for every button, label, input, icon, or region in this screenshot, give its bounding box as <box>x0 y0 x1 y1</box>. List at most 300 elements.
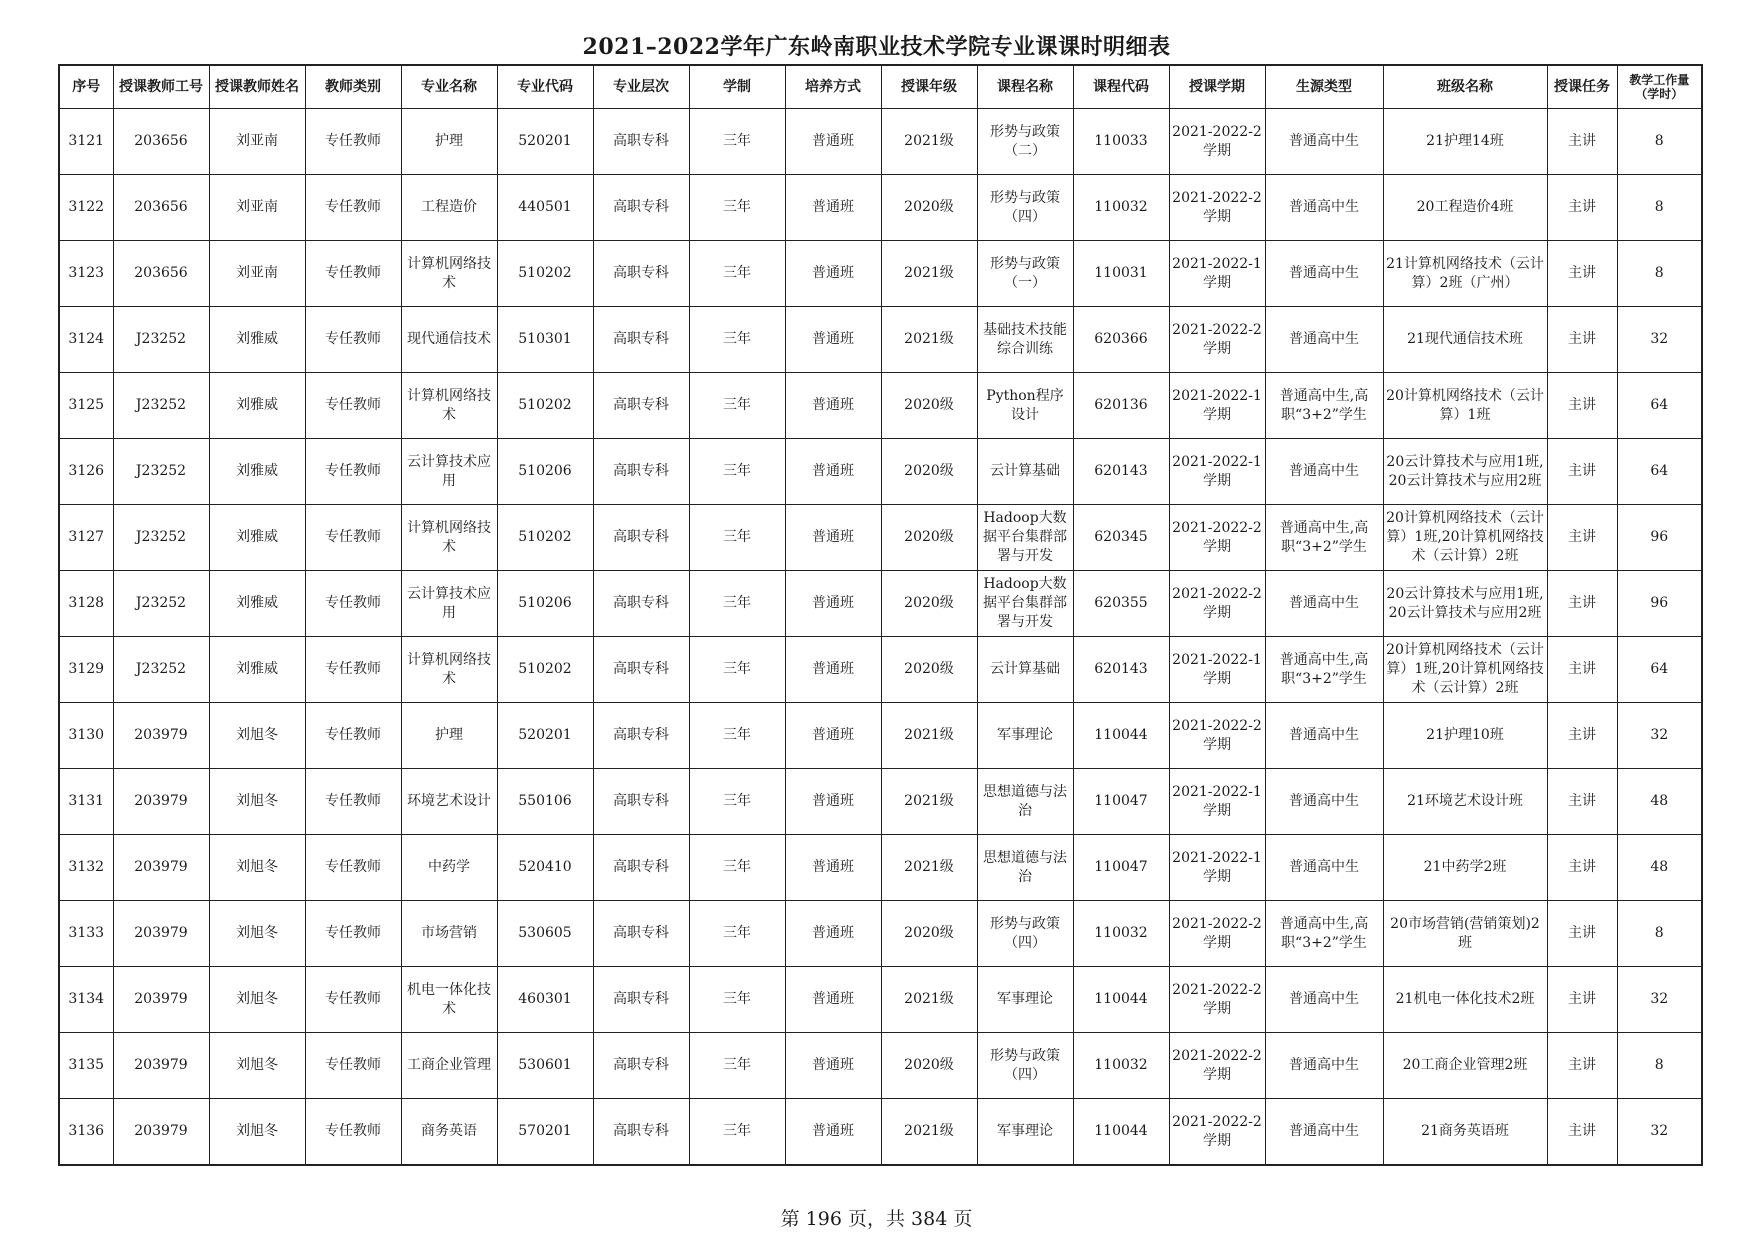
cell-major-code <box>497 175 593 241</box>
cell-grade <box>881 901 977 967</box>
cell-text: 主讲 <box>1568 1057 1596 1073</box>
cell-teacher-type <box>305 109 401 175</box>
cell-task <box>1547 439 1617 505</box>
cell-text: 2021-2022-1学期 <box>1172 387 1262 423</box>
cell-teacher-type <box>305 439 401 505</box>
cell-text: 普通高中生,高职“3+2”学生 <box>1279 915 1369 951</box>
cell-text: 专任教师 <box>325 595 381 611</box>
col-header-teacher-name: 授课教师姓名 <box>209 65 305 109</box>
cell-teacher-id <box>113 175 209 241</box>
cell-text: 专任教师 <box>325 133 381 149</box>
cell-grade <box>881 637 977 703</box>
cell-text: 刘雅威 <box>236 595 278 611</box>
cell-student-source <box>1265 373 1383 439</box>
col-header-semester: 授课学期 <box>1169 65 1265 109</box>
cell-level <box>593 307 689 373</box>
cell-text: 普通高中生 <box>1289 727 1359 743</box>
cell-text: 专任教师 <box>325 331 381 347</box>
cell-text: 三年 <box>723 793 751 809</box>
cell-text: 2021级 <box>904 331 954 347</box>
cell-text: 3128 <box>68 595 105 611</box>
cell-seq <box>59 571 113 637</box>
cell-semester <box>1169 571 1265 637</box>
cell-teacher-id <box>113 835 209 901</box>
cell-major-code <box>497 505 593 571</box>
cell-text: J23252 <box>135 529 187 545</box>
col-header-duration: 学制 <box>689 65 785 109</box>
cell-text: 2021级 <box>904 1123 954 1139</box>
cell-text: 刘亚南 <box>236 265 278 281</box>
cell-course-name <box>977 571 1073 637</box>
cell-seq <box>59 967 113 1033</box>
cell-text: 专任教师 <box>325 661 381 677</box>
cell-text: 2021级 <box>904 991 954 1007</box>
cell-duration <box>689 571 785 637</box>
cell-teacher-name <box>209 703 305 769</box>
cell-text: 普通班 <box>812 529 854 545</box>
cell-task <box>1547 901 1617 967</box>
cell-text: 620136 <box>1094 397 1148 413</box>
cell-level <box>593 175 689 241</box>
cell-course-code <box>1073 769 1169 835</box>
cell-grade <box>881 967 977 1033</box>
cell-student-source <box>1265 1099 1383 1166</box>
cell-workload <box>1617 1099 1702 1166</box>
cell-grade <box>881 241 977 307</box>
cell-major-name <box>401 241 497 307</box>
cell-text: 专任教师 <box>325 199 381 215</box>
cell-level <box>593 109 689 175</box>
col-header-level: 专业层次 <box>593 65 689 109</box>
table-row <box>59 703 1702 769</box>
cell-text: 3130 <box>68 727 105 743</box>
cell-text: 110032 <box>1094 1057 1148 1073</box>
cell-grade <box>881 307 977 373</box>
table-row <box>59 439 1702 505</box>
cell-text: 专任教师 <box>325 463 381 479</box>
cell-training-mode <box>785 241 881 307</box>
cell-text: 机电一体化技术 <box>407 981 491 1017</box>
cell-teacher-id <box>113 1033 209 1099</box>
col-header-student-source: 生源类型 <box>1265 65 1383 109</box>
cell-course-code <box>1073 703 1169 769</box>
cell-text: 普通高中生 <box>1289 793 1359 809</box>
cell-text: 460301 <box>518 991 572 1007</box>
cell-text: 110033 <box>1094 133 1148 149</box>
cell-text: 620355 <box>1094 595 1148 611</box>
cell-text: 三年 <box>723 925 751 941</box>
cell-text: 2021-2022-2学期 <box>1172 1113 1262 1149</box>
cell-course-code <box>1073 439 1169 505</box>
cell-seq <box>59 241 113 307</box>
cell-text: 云计算技术应用 <box>407 453 491 489</box>
cell-seq <box>59 373 113 439</box>
cell-seq <box>59 769 113 835</box>
cell-course-code <box>1073 109 1169 175</box>
cell-major-name <box>401 769 497 835</box>
cell-text: 普通班 <box>812 463 854 479</box>
cell-text: 20工程造价4班 <box>1416 199 1514 215</box>
cell-text: 203979 <box>134 1057 188 1073</box>
cell-workload <box>1617 769 1702 835</box>
cell-text: 3132 <box>68 859 105 875</box>
cell-course-code <box>1073 967 1169 1033</box>
cell-seq <box>59 703 113 769</box>
cell-text: 21护理14班 <box>1426 133 1504 149</box>
cell-grade <box>881 439 977 505</box>
cell-duration <box>689 307 785 373</box>
cell-text: 主讲 <box>1568 397 1596 413</box>
cell-level <box>593 373 689 439</box>
cell-student-source <box>1265 307 1383 373</box>
cell-text: 普通高中生,高职“3+2”学生 <box>1279 387 1369 423</box>
cell-workload <box>1617 637 1702 703</box>
cell-teacher-id <box>113 1099 209 1166</box>
cell-student-source <box>1265 571 1383 637</box>
cell-text: 专任教师 <box>325 1123 381 1139</box>
cell-text: 普通班 <box>812 793 854 809</box>
cell-training-mode <box>785 109 881 175</box>
cell-text: 2020级 <box>904 397 954 413</box>
cell-task <box>1547 307 1617 373</box>
cell-level <box>593 439 689 505</box>
cell-text: 刘旭冬 <box>236 1057 278 1073</box>
cell-teacher-type <box>305 373 401 439</box>
cell-text: 高职专科 <box>613 991 669 1007</box>
cell-workload <box>1617 373 1702 439</box>
cell-major-code <box>497 439 593 505</box>
cell-text: 2021级 <box>904 133 954 149</box>
cell-text: 2020级 <box>904 595 954 611</box>
cell-course-name <box>977 505 1073 571</box>
cell-text: 203979 <box>134 991 188 1007</box>
cell-duration <box>689 769 785 835</box>
cell-text: 普通班 <box>812 265 854 281</box>
cell-text: J23252 <box>135 397 187 413</box>
cell-semester <box>1169 373 1265 439</box>
cell-training-mode <box>785 703 881 769</box>
cell-major-code <box>497 637 593 703</box>
cell-text: 21环境艺术设计班 <box>1407 793 1523 809</box>
col-header-course-code: 课程代码 <box>1073 65 1169 109</box>
cell-text: 203656 <box>134 265 188 281</box>
cell-teacher-type <box>305 637 401 703</box>
cell-class-name <box>1383 901 1547 967</box>
cell-text: 510202 <box>518 529 572 545</box>
cell-text: 刘雅威 <box>236 529 278 545</box>
cell-text: 110044 <box>1094 991 1148 1007</box>
cell-text: 510206 <box>518 463 572 479</box>
cell-course-code <box>1073 307 1169 373</box>
cell-course-code <box>1073 1033 1169 1099</box>
cell-course-name <box>977 769 1073 835</box>
cell-student-source <box>1265 175 1383 241</box>
cell-semester <box>1169 175 1265 241</box>
cell-text: 20云计算技术与应用1班,20云计算技术与应用2班 <box>1386 453 1544 489</box>
cell-text: 普通班 <box>812 199 854 215</box>
cell-course-name <box>977 901 1073 967</box>
cell-text: 20计算机网络技术（云计算）1班 <box>1386 387 1544 423</box>
cell-text: 三年 <box>723 595 751 611</box>
cell-text: 三年 <box>723 727 751 743</box>
cell-text: 云计算基础 <box>990 661 1060 677</box>
table-row <box>59 901 1702 967</box>
cell-text: 3121 <box>68 133 105 149</box>
cell-text: 2021-2022-2学期 <box>1172 123 1262 159</box>
cell-teacher-name <box>209 241 305 307</box>
cell-text: 中药学 <box>428 859 470 875</box>
table-row <box>59 241 1702 307</box>
cell-grade <box>881 1033 977 1099</box>
cell-training-mode <box>785 1099 881 1166</box>
cell-workload <box>1617 967 1702 1033</box>
cell-text: 110044 <box>1094 1123 1148 1139</box>
cell-text: 三年 <box>723 397 751 413</box>
cell-text: 32 <box>1650 1123 1669 1139</box>
cell-teacher-name <box>209 307 305 373</box>
cell-text: 主讲 <box>1568 727 1596 743</box>
cell-teacher-id <box>113 373 209 439</box>
cell-text: 普通高中生 <box>1289 595 1359 611</box>
cell-text: 计算机网络技术 <box>407 651 491 687</box>
cell-teacher-type <box>305 241 401 307</box>
cell-text: 3134 <box>68 991 105 1007</box>
cell-text: 普通班 <box>812 727 854 743</box>
cell-text: 云计算技术应用 <box>407 585 491 621</box>
cell-text: 8 <box>1654 265 1664 281</box>
table-row <box>59 373 1702 439</box>
cell-teacher-type <box>305 307 401 373</box>
cell-text: 护理 <box>435 133 463 149</box>
cell-text: 三年 <box>723 265 751 281</box>
cell-text: 普通高中生 <box>1289 463 1359 479</box>
cell-text: 普通班 <box>812 925 854 941</box>
cell-text: 主讲 <box>1568 925 1596 941</box>
cell-workload <box>1617 703 1702 769</box>
cell-text: 32 <box>1650 331 1669 347</box>
cell-text: 主讲 <box>1568 595 1596 611</box>
cell-training-mode <box>785 373 881 439</box>
cell-text: J23252 <box>135 595 187 611</box>
cell-level <box>593 505 689 571</box>
cell-text: 2021-2022-2学期 <box>1172 585 1262 621</box>
cell-training-mode <box>785 637 881 703</box>
cell-text: 高职专科 <box>613 1057 669 1073</box>
cell-course-name <box>977 439 1073 505</box>
cell-duration <box>689 1033 785 1099</box>
cell-student-source <box>1265 703 1383 769</box>
col-header-major-name: 专业名称 <box>401 65 497 109</box>
table-row <box>59 175 1702 241</box>
cell-text: 64 <box>1650 463 1669 479</box>
cell-course-name <box>977 307 1073 373</box>
cell-grade <box>881 373 977 439</box>
cell-course-code <box>1073 505 1169 571</box>
cell-class-name <box>1383 769 1547 835</box>
cell-text: 普通高中生 <box>1289 199 1359 215</box>
cell-course-name <box>977 703 1073 769</box>
cell-text: 203656 <box>134 133 188 149</box>
cell-text: 主讲 <box>1568 529 1596 545</box>
cell-teacher-name <box>209 439 305 505</box>
cell-teacher-id <box>113 505 209 571</box>
cell-text: 普通班 <box>812 1057 854 1073</box>
cell-level <box>593 637 689 703</box>
cell-text: 三年 <box>723 1057 751 1073</box>
cell-text: 21现代通信技术班 <box>1407 331 1523 347</box>
col-header-class-name: 班级名称 <box>1383 65 1547 109</box>
cell-level <box>593 571 689 637</box>
cell-teacher-id <box>113 769 209 835</box>
cell-text: 刘雅威 <box>236 463 278 479</box>
cell-text: J23252 <box>135 661 187 677</box>
cell-text: 高职专科 <box>613 1123 669 1139</box>
cell-teacher-id <box>113 109 209 175</box>
cell-text: 620345 <box>1094 529 1148 545</box>
cell-text: 形势与政策（四） <box>990 189 1060 225</box>
cell-workload <box>1617 1033 1702 1099</box>
cell-text: 3123 <box>68 265 105 281</box>
cell-text: 510202 <box>518 265 572 281</box>
cell-text: 专任教师 <box>325 859 381 875</box>
cell-course-name <box>977 1099 1073 1166</box>
cell-text: 三年 <box>723 991 751 1007</box>
cell-text: 主讲 <box>1568 991 1596 1007</box>
cell-duration <box>689 1099 785 1166</box>
cell-task <box>1547 703 1617 769</box>
cell-semester <box>1169 967 1265 1033</box>
cell-text: 48 <box>1650 859 1669 875</box>
cell-teacher-type <box>305 175 401 241</box>
cell-text: 510301 <box>518 331 572 347</box>
cell-text: 570201 <box>518 1123 572 1139</box>
cell-course-code <box>1073 571 1169 637</box>
col-header-course-name: 课程名称 <box>977 65 1073 109</box>
cell-text: 专任教师 <box>325 793 381 809</box>
cell-training-mode <box>785 901 881 967</box>
cell-text: 2021-2022-2学期 <box>1172 321 1262 357</box>
cell-teacher-name <box>209 901 305 967</box>
cell-training-mode <box>785 175 881 241</box>
cell-semester <box>1169 901 1265 967</box>
cell-teacher-name <box>209 967 305 1033</box>
cell-text: 主讲 <box>1568 265 1596 281</box>
cell-semester <box>1169 835 1265 901</box>
cell-major-code <box>497 967 593 1033</box>
cell-major-code <box>497 307 593 373</box>
cell-text: 普通班 <box>812 1123 854 1139</box>
cell-duration <box>689 241 785 307</box>
table-row <box>59 505 1702 571</box>
cell-text: 市场营销 <box>421 925 477 941</box>
cell-major-name <box>401 637 497 703</box>
cell-seq <box>59 1099 113 1166</box>
cell-text: 2020级 <box>904 463 954 479</box>
cell-text: 20市场营销(营销策划)2班 <box>1390 915 1540 951</box>
cell-text: 3135 <box>68 1057 105 1073</box>
cell-seq <box>59 1033 113 1099</box>
cell-teacher-type <box>305 769 401 835</box>
cell-workload <box>1617 505 1702 571</box>
cell-student-source <box>1265 637 1383 703</box>
cell-training-mode <box>785 835 881 901</box>
cell-semester <box>1169 439 1265 505</box>
col-header-teacher-type: 教师类别 <box>305 65 401 109</box>
cell-teacher-id <box>113 307 209 373</box>
cell-student-source <box>1265 835 1383 901</box>
cell-seq <box>59 637 113 703</box>
cell-task <box>1547 175 1617 241</box>
cell-text: 普通高中生 <box>1289 1123 1359 1139</box>
cell-class-name <box>1383 967 1547 1033</box>
cell-text: 形势与政策（四） <box>990 915 1060 951</box>
cell-seq <box>59 307 113 373</box>
cell-task <box>1547 637 1617 703</box>
cell-student-source <box>1265 967 1383 1033</box>
cell-student-source <box>1265 769 1383 835</box>
cell-text: 110044 <box>1094 727 1148 743</box>
cell-seq <box>59 835 113 901</box>
cell-text: 高职专科 <box>613 595 669 611</box>
cell-text: 普通高中生 <box>1289 991 1359 1007</box>
cell-text: 高职专科 <box>613 859 669 875</box>
cell-text: 510206 <box>518 595 572 611</box>
cell-major-code <box>497 109 593 175</box>
cell-level <box>593 967 689 1033</box>
page-title: 2021–2022学年广东岭南职业技术学院专业课课时明细表 <box>582 34 1171 60</box>
cell-training-mode <box>785 967 881 1033</box>
cell-text: 2021-2022-2学期 <box>1172 915 1262 951</box>
cell-course-name <box>977 373 1073 439</box>
cell-text: 2020级 <box>904 529 954 545</box>
cell-text: J23252 <box>135 331 187 347</box>
cell-text: 形势与政策（二） <box>990 123 1060 159</box>
cell-class-name <box>1383 505 1547 571</box>
cell-text: 2021级 <box>904 859 954 875</box>
cell-text: 现代通信技术 <box>407 331 491 347</box>
cell-text: 思想道德与法治 <box>983 849 1067 885</box>
cell-task <box>1547 769 1617 835</box>
cell-text: 军事理论 <box>997 1123 1053 1139</box>
cell-workload <box>1617 175 1702 241</box>
cell-text: 高职专科 <box>613 199 669 215</box>
cell-text: 普通高中生 <box>1289 1057 1359 1073</box>
cell-teacher-id <box>113 967 209 1033</box>
cell-major-name <box>401 1099 497 1166</box>
cell-text: 2021-2022-1学期 <box>1172 255 1262 291</box>
cell-text: 20云计算技术与应用1班,20云计算技术与应用2班 <box>1386 585 1544 621</box>
cell-major-name <box>401 307 497 373</box>
cell-class-name <box>1383 571 1547 637</box>
table-header-row <box>59 65 1702 109</box>
cell-text: 8 <box>1654 133 1664 149</box>
cell-text: 20计算机网络技术（云计算）1班,20计算机网络技术（云计算）2班 <box>1386 510 1544 564</box>
page-footer: 第 196 页，共 384 页 <box>780 1208 973 1230</box>
cell-text: 110047 <box>1094 859 1148 875</box>
cell-teacher-name <box>209 835 305 901</box>
cell-text: 高职专科 <box>613 793 669 809</box>
cell-text: 刘旭冬 <box>236 991 278 1007</box>
cell-training-mode <box>785 505 881 571</box>
cell-text: 21中药学2班 <box>1423 859 1507 875</box>
cell-level <box>593 1033 689 1099</box>
cell-major-code <box>497 901 593 967</box>
cell-text: 主讲 <box>1568 1123 1596 1139</box>
cell-grade <box>881 505 977 571</box>
cell-major-name <box>401 571 497 637</box>
cell-level <box>593 703 689 769</box>
cell-duration <box>689 439 785 505</box>
